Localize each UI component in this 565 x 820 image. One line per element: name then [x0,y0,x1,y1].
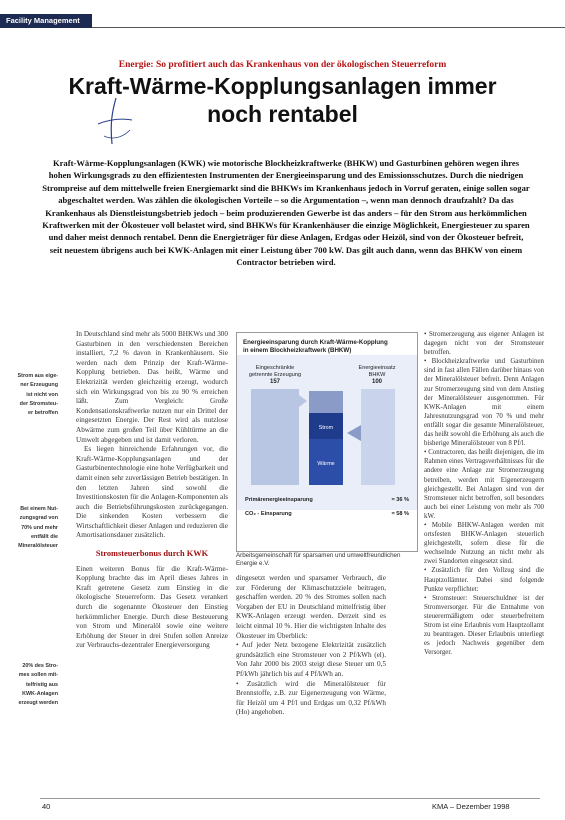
sidenote-3 [8,662,58,708]
body-column-2 [236,574,386,718]
body-paragraph: Es liegen hinreichende Erfahrungen vor, die Kraft-Wärme-Kopplungsanlagen und der Gasturbinentechnologie eine hohe Verfügbarkeit und damit einen sehr zuverlässigen Betrieb bestätigen. In den letzten Jahren sind sowohl die Investitionskosten für die Anlagen-Komponenten als auch die Betriebsführungskosten zurückgegangen. Die sinkenden Kosten verbessern die Wirtschaftlichkeit dieser Anlagen und reduzieren die Amortisationsdauer zusätzlich. [76,445,228,540]
right-label-1: Energieeinsatz [358,365,396,371]
sidenote-line: er betroffen [28,410,58,417]
right-label-2: BHKW [368,372,386,378]
left-energy-flow [251,389,307,485]
metric-2-label: CO₂ - Einsparung [245,511,292,517]
headline-line-2: noch rentabel [207,101,358,127]
body-paragraph: • Stromsteuer: Steuerschuldner ist der Stromversorger. Für die Entnahme von steuerermäßigtem oder steuerbefreitem Strom ist eine Erlaubnis vom Hauptzollamt zu beantragen. Dieser Erlaubnis unterliegt es jedoch Nachweis gegenüber dem Versorger. [424,594,544,657]
bottom-rule [40,798,540,799]
headline-line-1: Kraft-Wärme-Kopplungsanlagen immer [68,73,497,99]
article-headline [0,72,565,128]
section-tag: Facility Management [0,14,92,28]
figure-title-line: in einem Blockheizkraftwerk (BHKW) [243,346,352,354]
sidenote-line: entfällt die [31,533,58,540]
page-number: 40 [42,802,51,811]
sidenote-line: der Stromsteu- [19,400,58,407]
sidenote-line: Mineralölsteuer [18,543,58,550]
sidenote-line: mes sollen mit- [18,672,58,679]
handwritten-pen-mark [86,94,146,154]
energy-figure [236,332,418,552]
body-paragraph: • Mobile BHKW-Anlagen werden mit ortsfesten BHKW-Anlagen steuerlich gleichgestellt, sofern diese für die wechselnde Nutzung an nicht mehr als zwei Standorten eingesetzt sind. [424,521,544,566]
sidenote-line: ner Erzeugung [20,382,58,389]
body-paragraph: • Zusätzlich wird die Mineralölsteuer für Brennstoffe, z.B. zur Eigenerzeugung von Wärme, für Heizöl um 4 Pf/l und Erdgas um 0,32 Pf/kWh (Ho) angehoben. [236,679,386,717]
body-paragraph: • Contractoren, das heißt diejenigen, die im Rahmen eines Vertragsverhältnisses für die andere eine Anlage zur Stromerzeugung betreiben, werden mit Eigenerzeugern gleichgestellt. Bei Anlagen sind von der Stromsteuer nicht betroffen, soll besonders auch bei einer Leistung von mehr als 700 kW. [424,449,544,520]
body-paragraph: In Deutschland sind mehr als 5000 BHKWs und 300 Gasturbinen in den verschiedensten Bereichen installiert, 7,2 % davon in Krankenhäusern. Sie werden nach dem Prinzip der Kraft-Wärme-Kopplung betrieben. Das heißt, Wärme und Elektrizität werden gleichzeitig erzeugt, wodurch sich ein Wirkungsgrad von bis zu 90 % erreichen läßt. Zum Vergleich: Große Kondensationskraftwerke nutzen nur ein Drittel der eingesetzten Energie. Der Rest wird als nutzlose Abwärme zum großen Teil über Kühltürme an die Umwelt abgegeben und ist damit verloren. [76,330,228,444]
metric-1-label: Primärenergieeinsparung [245,497,313,503]
sidenote-line: zungsgrad von [19,515,58,522]
magazine-issue: KMA – Dezember 1998 [432,802,510,811]
body-column-1 [76,330,228,651]
body-paragraph: • Blockheizkraftwerke und Gasturbinen sind in fast allen Fällen darüber hinaus von der Mineralölsteuer befreit. Denn Anlagen zur Stromerzeugung sind von dem Anstieg der Mineralölsteuer ausgenommen. Für KWK-Anlagen mit einem Jahresnutzungsgrad von 70 % und mehr entfällt sogar die gesamte Mineralölsteuer, das heißt sowohl die Erhöhung als auch die bisherige Mineralölsteuer von 8 Pf/l. [424,358,544,448]
body-paragraph: • Stromerzeugung aus eigener Anlagen ist dagegen nicht von der Stromsteuer betroffen. [424,331,544,357]
body-paragraph: dingesetzt werden und sparsamer Verbrauch, die zur Förderung der Klimaschutzziele beitragen, geschaffen werden. 20 % des Stromes sollen nach Vorgaben der EU in Deutschland mittelfristig über KWK-Anlagen erzeugt werden. Derzeit sind es leicht einmal 10 %. Hier die wichtigsten Inhalte des Ökosteuer im Überblick: [236,574,386,640]
left-value: 157 [269,379,281,385]
energy-diagram [237,355,417,545]
left-label-1: Eingeschränkte [255,365,295,371]
box-label-strom: Strom [318,425,334,431]
subheading: Stromsteuerbonus durch KWK [95,549,209,559]
article-lead: Kraft-Wärme-Kopplungsanlagen (KWK) wie motorische Blockheizkraftwerke (BHKW) und Gasturbinen gehören wegen ihres hohen Wirkungsgrads zu den effizientesten Instrumenten der Energieeinsparung und des Emissionsschutzes. Durch die niedrigen Strompreise auf dem mittelwelle freien Energiemarkt sind die BHKWs im Krankenhaus jedoch in Vorruf geraten, einige sollen sogar abgeschaltet werden. Was zählen die ökologischen Vorteile – so die Argumentation –, wenn man dennoch draufzahlt? Da das Krankenhaus als Dienstleistungsbetrieb jedoch – beim produzierenden Gewerbe ist das anders – für den Strom aus herkömmlichen Kraftwerken mit der Ökosteuer voll belastet wird, sind BHKWs für Krankenhäuser die einzige Möglichkeit, Energiesteuer zu sparen und daher meist dennoch rentabel. Denn die Energieträger für diese Anlagen, Erdgas oder Heizöl, sind von der Ökosteuer befreit, seit neuestem übrigens auch bei KWK-Anlagen mit einer Leistung über 700 kW. Das gilt auch dann, wenn das BHKW von einem Contractor betrieben wird. [42,158,530,268]
body-column-3 [424,330,544,657]
top-rule [92,27,565,28]
right-energy-column [361,389,395,485]
sidenote-line: 20% des Stro- [22,663,58,669]
body-paragraph: • Auf jeder Netz bezogene Elektrizität zusätzlich grundsätzlich eine Stromsteuer von 2 Pf/kWh (el). Von Jahr 2000 bis 2003 steigt diese Steuer um 0,5 Pf/kWh jährlich bis auf 4 Pf/kWh an. [236,641,386,678]
sidenote-line: KWK-Anlagen [22,690,58,697]
body-paragraph: Einen weiteren Bonus für die Kraft-Wärme-Kopplung brachte das im April dieses Jahres in Kraft getretene Gesetz zum Einstieg in die ökologische Steuerreform. Das Gesetz verankert durch die sogenannte Ökosteuer den Einstieg herkömmlicher Energie. Durch diese Besteuerung von Strom und Mineralöl sowie eine weitere Erhöhung der Steuer in drei Stufen sollen Anreize zur Verbrauchs-dezentraler Energieversorgung [76,564,228,650]
sidenote-2 [8,505,58,551]
figure-title [243,339,411,355]
sidenote-line: Strom aus eige- [17,373,58,379]
figure-title-line: Energieeinsparung durch Kraft-Wärme-Kopplung [243,339,388,346]
sidenote-line: telfristig aus [25,681,58,688]
sidenote-line: 70% und mehr [21,524,58,531]
figure-caption: Arbeitsgemeinschaft für sparsamen und umweltfreundlichen Energie e.V. [236,552,401,567]
right-value: 100 [371,379,383,385]
left-label-2: getrennte Erzeugung [248,372,302,378]
sidenote-line: ist nicht von [26,391,58,398]
sidenote-line: erzeugt werden [18,700,58,707]
metric-2-value: ≈ 58 % [391,511,409,517]
bhkw-box-top [309,391,343,413]
metric-1-value: ≈ 36 % [391,497,409,503]
sidenote-1 [8,372,58,418]
sidenote-line: Bei einem Nut- [20,506,58,512]
body-paragraph: • Zusätzlich für den Vollzug sind die Hauptzollämter. Dabei sind folgende Punkte verpflichtet: [424,567,544,593]
box-label-waerme: Wärme [317,461,335,467]
article-kicker: Energie: So profitiert auch das Krankenhaus von der ökologischen Steuerreform [118,60,447,70]
